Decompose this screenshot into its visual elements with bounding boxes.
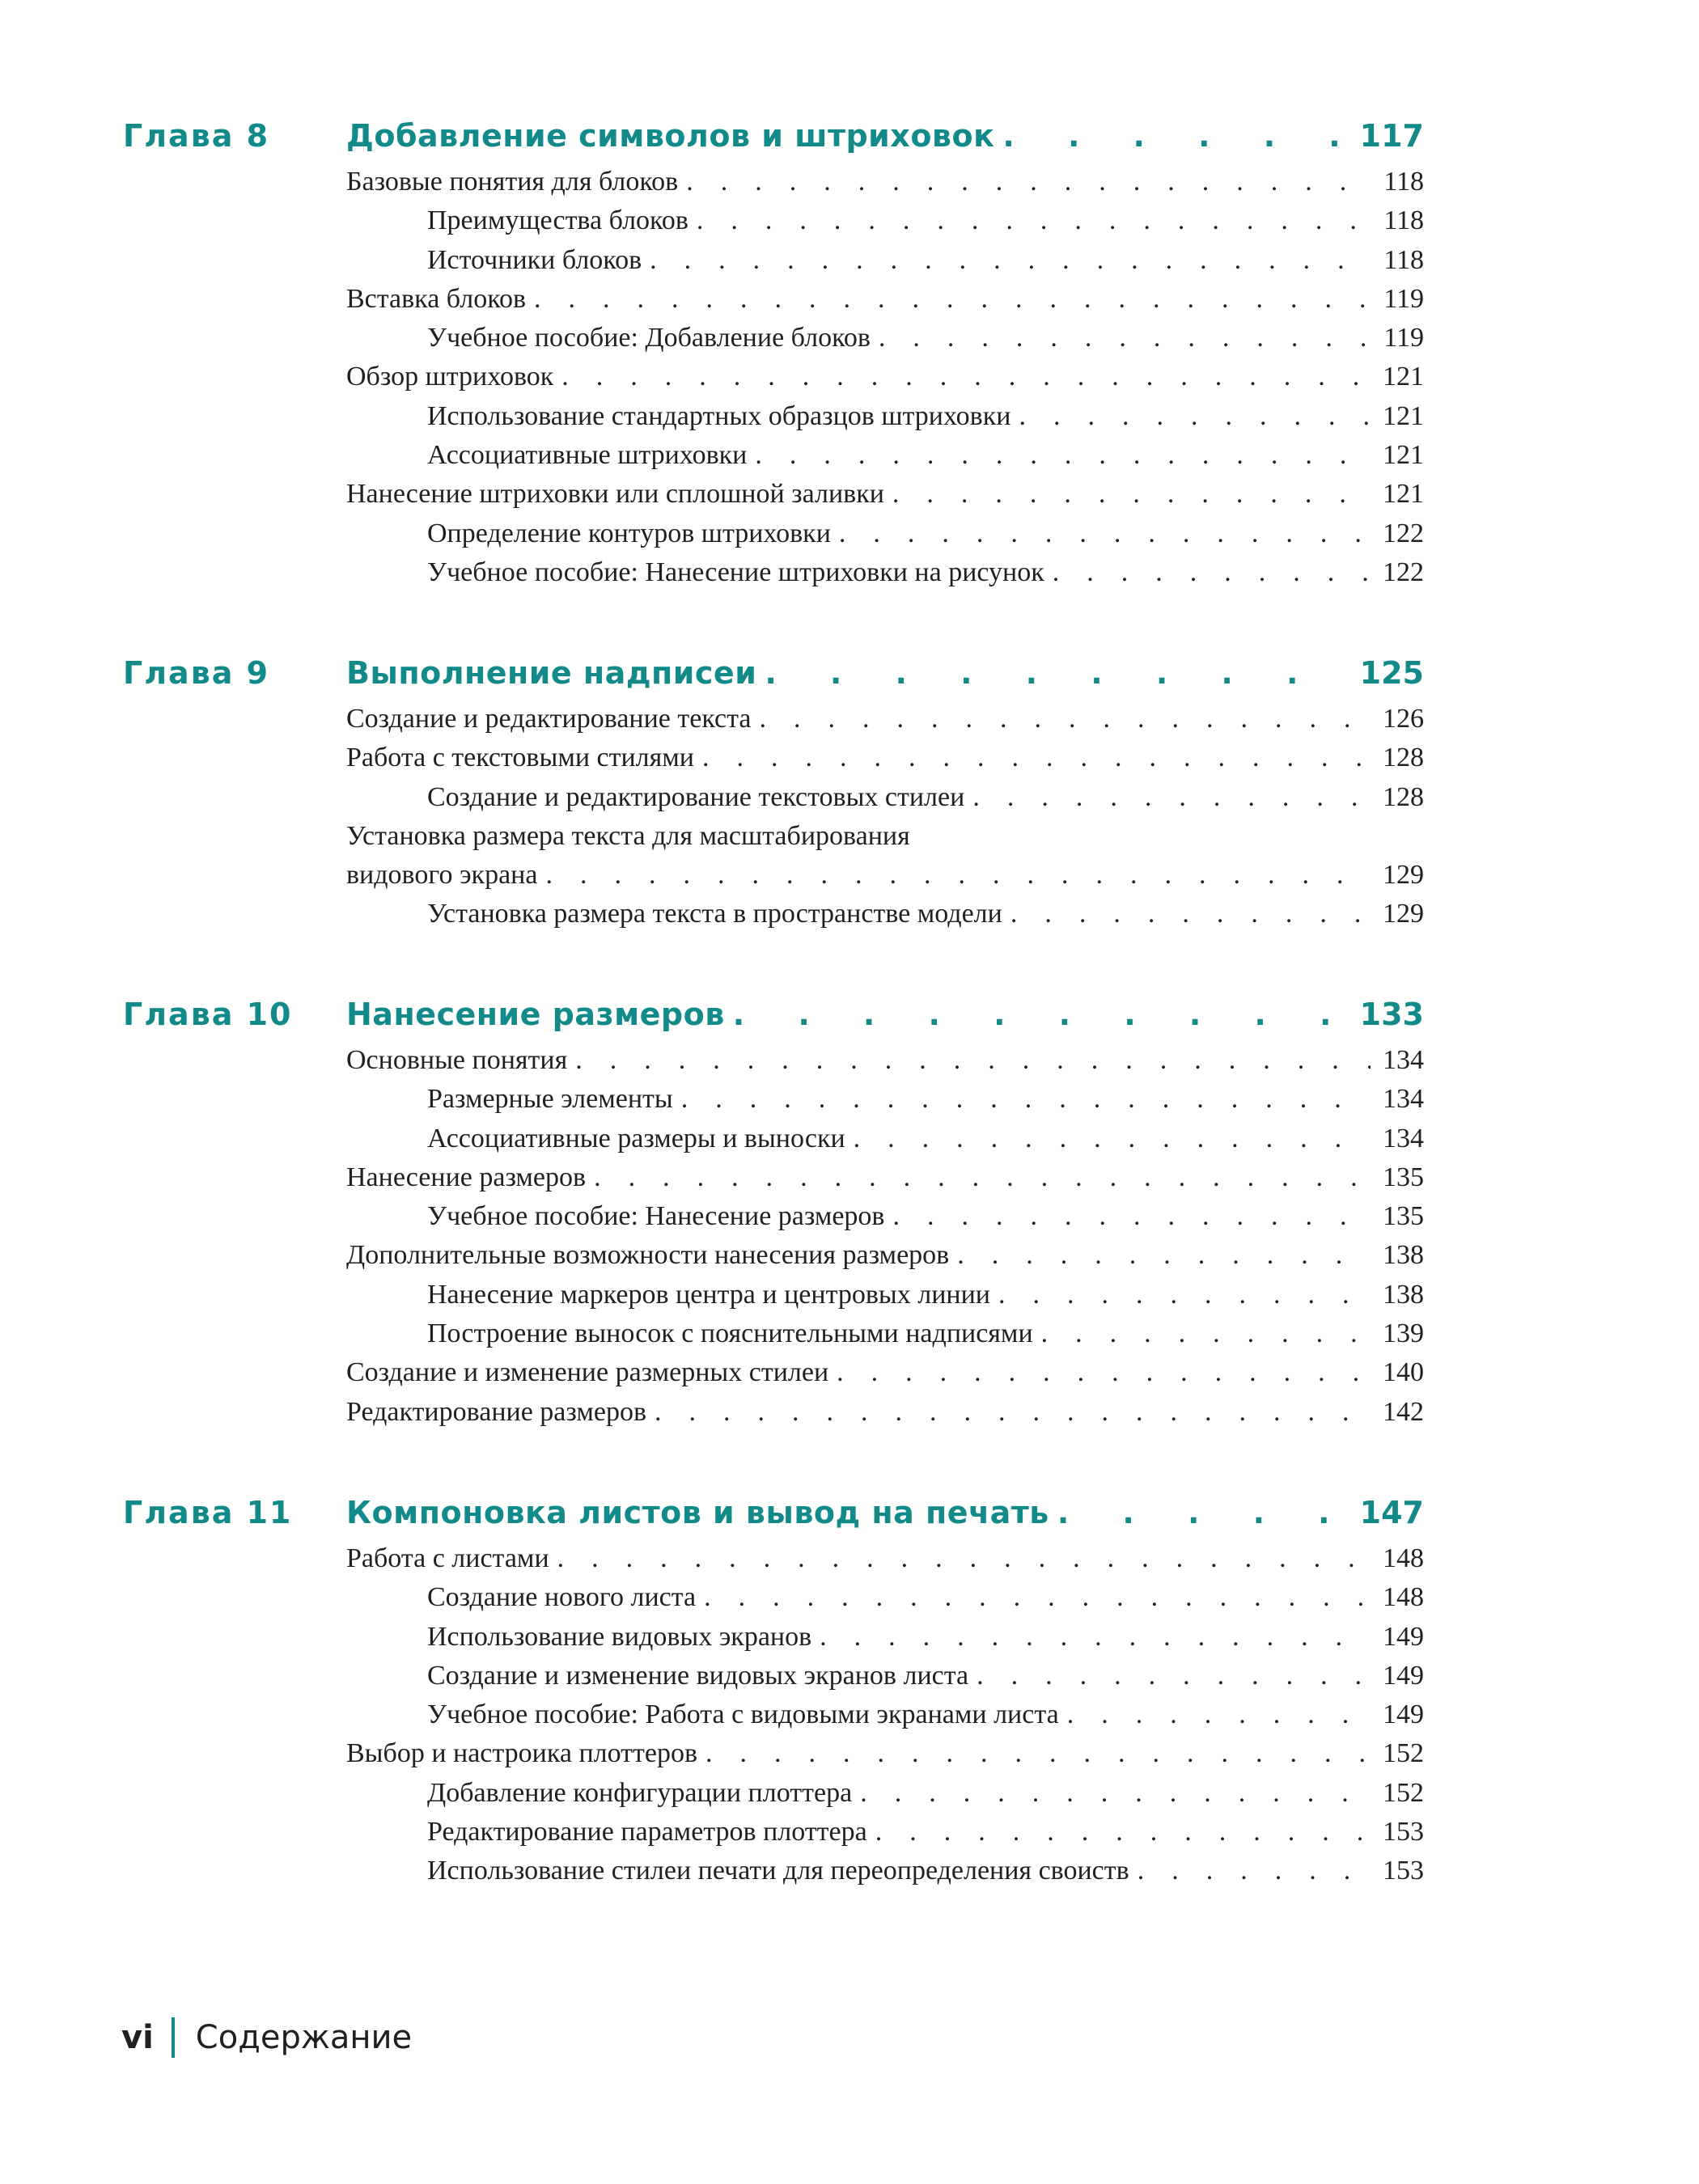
dot-leader	[557, 1543, 1371, 1574]
entry-title[interactable]: Создание и изменение размерных стилеи	[346, 1357, 829, 1388]
entry-title[interactable]: Учебное пособие: Добавление блоков	[427, 323, 871, 353]
toc-entry[interactable]	[346, 1397, 1424, 1436]
entry-title[interactable]: Создание нового листа	[427, 1582, 697, 1613]
toc-entry[interactable]	[427, 1778, 1424, 1817]
dot-leader	[575, 1045, 1371, 1076]
toc-entry[interactable]	[427, 401, 1424, 440]
dot-leader	[704, 1582, 1371, 1613]
toc-entry[interactable]	[346, 284, 1424, 323]
dot-leader	[860, 1778, 1371, 1809]
toc-entry[interactable]	[427, 245, 1424, 284]
dot-leader	[759, 704, 1371, 734]
dot-leader	[875, 1817, 1371, 1848]
chapter-title[interactable]: Нанесение размеров	[346, 997, 725, 1032]
entry-page-number: 118	[1383, 205, 1424, 236]
entry-title[interactable]: Добавление конфигурации плоттера	[427, 1777, 853, 1808]
dot-leader	[879, 323, 1371, 353]
entry-page-number: 121	[1383, 362, 1424, 392]
footer-divider	[172, 2017, 175, 2058]
entry-page-number: 128	[1383, 743, 1424, 773]
dot-leader	[998, 1280, 1371, 1310]
toc-entry[interactable]	[427, 1661, 1424, 1699]
entry-page-number: 121	[1383, 440, 1424, 471]
toc-entry[interactable]	[427, 1622, 1424, 1661]
chapter-title[interactable]: Добавление символов и штриховок	[346, 118, 995, 154]
toc-entry[interactable]	[346, 1357, 1424, 1396]
toc-entry[interactable]	[346, 821, 1424, 899]
entry-page-number: 149	[1383, 1660, 1424, 1691]
entry-title[interactable]: Ассоциативные размеры и выноски	[427, 1123, 845, 1153]
toc-entry[interactable]	[427, 1084, 1424, 1123]
chapter-label: Глава 11	[123, 1495, 293, 1530]
entry-title[interactable]: Работа с текстовыми стилями	[346, 743, 694, 773]
entry-title[interactable]: Выбор и настроика плоттеров	[346, 1738, 698, 1769]
page-footer	[121, 2017, 412, 2058]
entry-title[interactable]: Преимущества блоков	[427, 205, 688, 236]
chapter-page-number: 117	[1359, 118, 1424, 154]
entry-page-number: 152	[1383, 1777, 1424, 1808]
entry-page-number: 119	[1383, 283, 1424, 314]
entry-page-number: 134	[1383, 1084, 1424, 1115]
toc-entry[interactable]	[346, 362, 1424, 400]
entry-page-number: 138	[1383, 1279, 1424, 1310]
chapter-label: Глава 10	[123, 997, 293, 1032]
dot-leader	[1002, 118, 1351, 154]
entry-title[interactable]: Базовые понятия для блоков	[346, 167, 679, 197]
toc-entry[interactable]	[346, 743, 1424, 781]
entry-page-number: 126	[1383, 704, 1424, 734]
dot-leader	[650, 245, 1371, 276]
chapter-title[interactable]: Компоновка листов и вывод на печать	[346, 1495, 1049, 1530]
entry-title[interactable]: Работа с листами	[346, 1543, 549, 1573]
chapter-page-number: 133	[1359, 997, 1424, 1032]
chapter-9	[0, 655, 1699, 938]
entry-list	[0, 167, 1699, 596]
entry-page-number: 148	[1383, 1543, 1424, 1573]
toc-entry[interactable]	[346, 479, 1424, 518]
entry-page-number: 142	[1383, 1396, 1424, 1427]
entry-page-number: 121	[1383, 479, 1424, 510]
toc-entry[interactable]	[427, 782, 1424, 821]
entry-page-number: 119	[1383, 323, 1424, 353]
dot-leader	[957, 1240, 1371, 1271]
chapter-title-row[interactable]	[346, 655, 1424, 691]
toc-entry[interactable]	[346, 1543, 1424, 1582]
entry-page-number: 139	[1383, 1318, 1424, 1349]
dot-leader	[765, 655, 1351, 691]
toc-entry[interactable]	[427, 440, 1424, 479]
dot-leader	[977, 1661, 1371, 1691]
entry-page-number: 138	[1383, 1240, 1424, 1271]
entry-page-number: 152	[1383, 1738, 1424, 1769]
dot-leader	[655, 1397, 1371, 1428]
entry-title[interactable]: Нанесение размеров	[346, 1162, 587, 1192]
dot-leader	[545, 860, 1371, 891]
dot-leader	[892, 1201, 1371, 1232]
toc-entry[interactable]	[427, 1817, 1424, 1856]
dot-leader	[702, 743, 1371, 773]
entry-page-number: 135	[1383, 1162, 1424, 1192]
entry-title[interactable]: Вставка блоков	[346, 283, 527, 314]
entry-title[interactable]: Создание и изменение видовых экранов листа	[427, 1660, 969, 1691]
chapter-heading	[0, 1495, 1699, 1543]
chapter-10	[0, 997, 1699, 1436]
dot-leader	[681, 1084, 1371, 1115]
dot-leader	[1138, 1856, 1371, 1886]
toc-entry[interactable]	[346, 1162, 1424, 1201]
dot-leader	[1053, 557, 1371, 588]
toc-entry[interactable]	[346, 167, 1424, 205]
entry-title[interactable]: Установка размера текста в пространстве модели	[427, 899, 1002, 929]
toc-entry[interactable]	[346, 704, 1424, 743]
chapter-8	[0, 118, 1699, 596]
toc-entry[interactable]	[427, 1201, 1424, 1240]
entry-title[interactable]: Источники блоков	[427, 244, 642, 275]
toc-entry[interactable]	[427, 1280, 1424, 1318]
entry-title[interactable]: Нанесение маркеров центра и центровых линии	[427, 1279, 990, 1310]
footer-section-title: Содержание	[195, 2019, 413, 2056]
dot-leader	[686, 167, 1371, 197]
dot-leader	[972, 782, 1371, 813]
entry-title[interactable]: Основные понятия	[346, 1045, 568, 1075]
chapter-label: Глава 8	[123, 118, 270, 154]
chapter-title[interactable]: Выполнение надписеи	[346, 655, 757, 691]
dot-leader	[534, 284, 1371, 315]
toc-entry[interactable]	[427, 1856, 1424, 1894]
entry-title[interactable]: Использование видовых экранов	[427, 1621, 812, 1652]
chapter-heading	[0, 655, 1699, 704]
entry-page-number: 128	[1383, 781, 1424, 812]
entry-title[interactable]: Ассоциативные штриховки	[427, 440, 748, 471]
entry-title[interactable]: Использование стилеи печати для переопределения своиств	[427, 1856, 1129, 1886]
entry-title[interactable]: Дополнительные возможности нанесения размеров	[346, 1240, 950, 1271]
dot-leader	[755, 440, 1371, 471]
entry-title[interactable]: Определение контуров штриховки	[427, 518, 831, 548]
entry-title[interactable]: Редактирование параметров плоттера	[427, 1817, 867, 1848]
dot-leader	[1019, 401, 1371, 432]
entry-page-number: 153	[1383, 1856, 1424, 1886]
chapter-heading	[0, 997, 1699, 1045]
entry-page-number: 122	[1383, 518, 1424, 548]
toc-entry[interactable]	[346, 1240, 1424, 1279]
dot-leader	[697, 205, 1371, 236]
entry-page-number: 134	[1383, 1045, 1424, 1075]
entry-page-number: 129	[1383, 860, 1424, 891]
entry-page-number: 134	[1383, 1123, 1424, 1153]
entry-page-number: 129	[1383, 899, 1424, 929]
entry-page-number: 122	[1383, 557, 1424, 587]
dot-leader	[892, 479, 1371, 510]
entry-page-number: 118	[1383, 244, 1424, 275]
entry-title[interactable]: Создание и редактирование текста	[346, 704, 752, 734]
entry-page-number: 118	[1383, 167, 1424, 197]
entry-title[interactable]: Редактирование размеров	[346, 1396, 646, 1427]
toc-entry[interactable]	[346, 1738, 1424, 1777]
entry-title[interactable]: Обзор штриховок	[346, 362, 554, 392]
dot-leader	[705, 1738, 1371, 1769]
entry-page-number: 121	[1383, 400, 1424, 431]
entry-title[interactable]: Нанесение штриховки или сплошной заливки	[346, 479, 884, 510]
chapter-label: Глава 9	[123, 655, 270, 691]
entry-page-number: 149	[1383, 1621, 1424, 1652]
chapter-title-row[interactable]	[346, 997, 1424, 1032]
toc-entry[interactable]	[427, 205, 1424, 244]
dot-leader	[1011, 899, 1371, 929]
entry-title[interactable]: Построение выносок с пояснительными надписями	[427, 1318, 1033, 1349]
entry-title[interactable]: Учебное пособие: Нанесение размеров	[427, 1201, 885, 1232]
chapter-heading	[0, 118, 1699, 167]
entry-title[interactable]: Учебное пособие: Нанесение штриховки на рисунок	[427, 557, 1044, 587]
dot-leader	[854, 1124, 1371, 1154]
entry-list	[0, 704, 1699, 938]
toc-entry[interactable]	[346, 1045, 1424, 1084]
entry-page-number: 149	[1383, 1699, 1424, 1730]
chapter-page-number: 125	[1359, 655, 1424, 691]
toc-entry[interactable]	[427, 1318, 1424, 1357]
chapter-title-row[interactable]	[346, 1495, 1424, 1530]
entry-title[interactable]: Установка размера текста для масштабирования	[346, 820, 910, 851]
entry-page-number: 135	[1383, 1201, 1424, 1232]
toc-entry[interactable]	[427, 1699, 1424, 1738]
toc-entry[interactable]	[427, 1582, 1424, 1621]
entry-page-number: 153	[1383, 1817, 1424, 1848]
toc-entry[interactable]	[427, 1124, 1424, 1162]
dot-leader	[561, 362, 1371, 392]
toc-entry[interactable]	[427, 518, 1424, 557]
toc-entry[interactable]	[427, 557, 1424, 596]
dot-leader	[1041, 1318, 1371, 1349]
entry-page-number: 148	[1383, 1582, 1424, 1613]
toc-entry[interactable]	[427, 899, 1424, 938]
entry-list	[0, 1045, 1699, 1436]
dot-leader	[1057, 1495, 1352, 1530]
toc-entry[interactable]	[427, 323, 1424, 362]
entry-title[interactable]: Учебное пособие: Работа с видовыми экранами листа	[427, 1699, 1059, 1730]
entry-list	[0, 1543, 1699, 1895]
entry-title[interactable]: Создание и редактирование текстовых стилеи	[427, 781, 965, 812]
chapter-page-number: 147	[1359, 1495, 1424, 1530]
dot-leader	[820, 1622, 1371, 1653]
entry-title[interactable]: Размерные элементы	[427, 1084, 673, 1115]
dot-leader	[839, 518, 1371, 549]
dot-leader	[733, 997, 1352, 1032]
page-number: vi	[121, 2019, 154, 2056]
entry-title-continuation	[346, 860, 1424, 899]
dot-leader	[1067, 1699, 1371, 1730]
dot-leader	[837, 1357, 1371, 1388]
entry-page-number: 140	[1383, 1357, 1424, 1388]
chapter-title-row[interactable]	[346, 118, 1424, 154]
entry-title[interactable]: Использование стандартных образцов штриховки	[427, 400, 1011, 431]
entry-title-line-2[interactable]: видового экрана	[346, 860, 538, 891]
dot-leader	[594, 1162, 1371, 1193]
chapter-11	[0, 1495, 1699, 1895]
